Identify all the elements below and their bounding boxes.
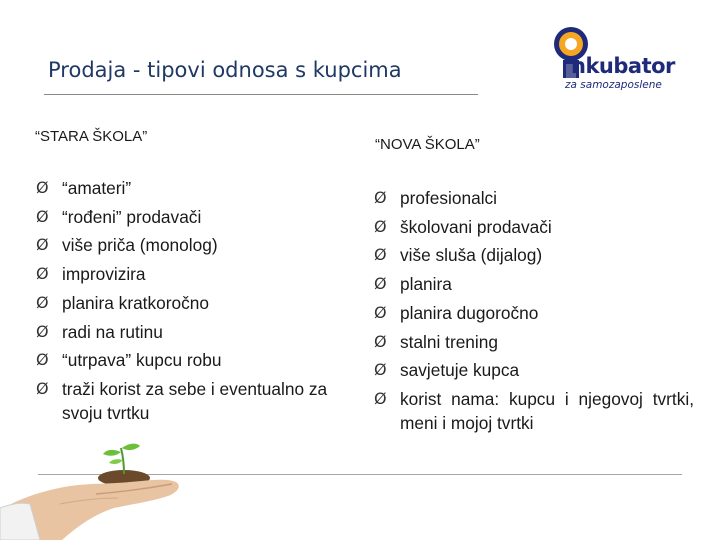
logo-tagline: za samozaposlene (565, 79, 662, 91)
logo-wordmark: nkubator (571, 54, 675, 78)
arrow-bullet-icon: Ø (36, 350, 49, 370)
arrow-bullet-icon: Ø (36, 321, 49, 341)
arrow-bullet-icon: Ø (36, 378, 49, 398)
list-item: Ø planira kratkoročno (36, 289, 356, 318)
list-item: Ø planira (374, 270, 694, 299)
arrow-bullet-icon: Ø (36, 235, 49, 255)
list-item: Ø profesionalci (374, 184, 694, 213)
list-item: Ø “amateri” (36, 174, 356, 203)
list-item: Ø savjetuje kupca (374, 356, 694, 385)
hand-holding-seedling-icon (0, 438, 190, 540)
list-item: Ø korist nama: kupcu i njegovoj tvrtki, meni i mojoj tvrtki (374, 385, 694, 435)
arrow-bullet-icon: Ø (374, 388, 387, 408)
arrow-bullet-icon: Ø (374, 274, 387, 294)
list-item: Ø više priča (monolog) (36, 231, 356, 260)
inkubator-logo (551, 22, 683, 94)
slide-title: Prodaja - tipovi odnosa s kupcima (48, 58, 402, 82)
right-column-heading: “NOVA ŠKOLA” (375, 136, 480, 153)
arrow-bullet-icon: Ø (36, 264, 49, 284)
arrow-bullet-icon: Ø (374, 302, 387, 322)
arrow-bullet-icon: Ø (374, 216, 387, 236)
list-item: Ø više sluša (dijalog) (374, 241, 694, 270)
arrow-bullet-icon: Ø (374, 245, 387, 265)
list-item: Ø planira dugoročno (374, 299, 694, 328)
list-item: Ø školovani prodavači (374, 213, 694, 242)
left-bullet-list (36, 174, 356, 425)
arrow-bullet-icon: Ø (374, 331, 387, 351)
list-item: Ø “rođeni” prodavači (36, 203, 356, 232)
right-bullet-list (374, 184, 694, 435)
title-underline (44, 94, 478, 95)
list-item: Ø improvizira (36, 260, 356, 289)
arrow-bullet-icon: Ø (36, 292, 49, 312)
left-column-heading: “STARA ŠKOLA” (35, 128, 148, 145)
arrow-bullet-icon: Ø (36, 206, 49, 226)
arrow-bullet-icon: Ø (374, 188, 387, 207)
arrow-bullet-icon: Ø (374, 360, 387, 380)
list-item: Ø “utrpava” kupcu robu (36, 346, 356, 375)
list-item: Ø traži korist za sebe i eventualno za svoju tvrtku (36, 375, 356, 425)
list-item: Ø radi na rutinu (36, 318, 356, 347)
list-item: Ø stalni trening (374, 328, 694, 357)
arrow-bullet-icon: Ø (36, 178, 49, 197)
